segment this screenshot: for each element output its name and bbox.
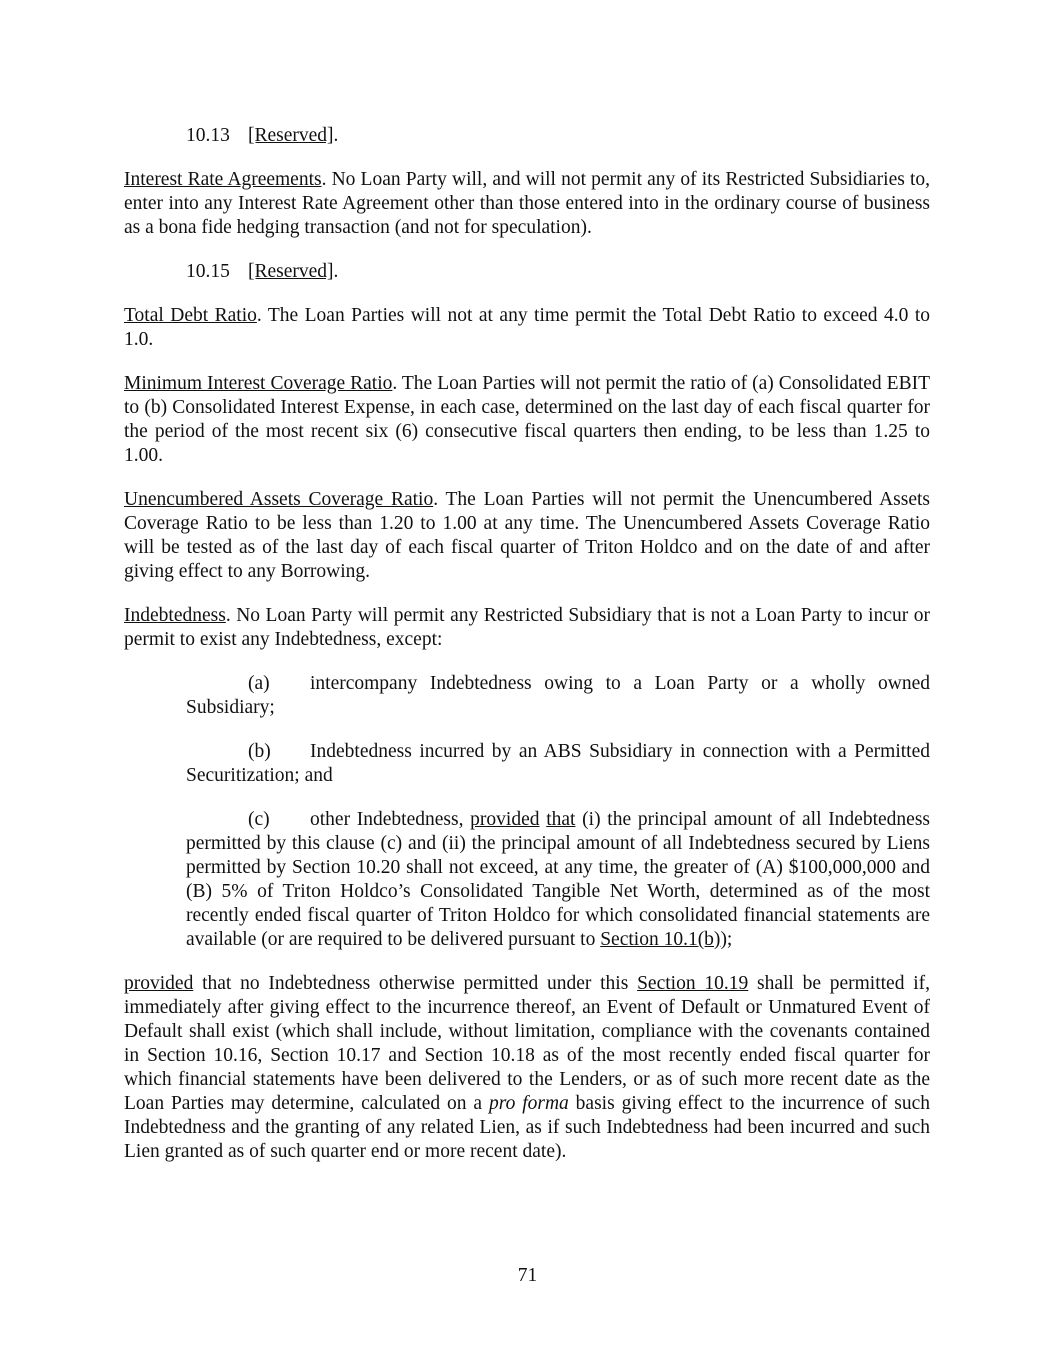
clause-label: (c) — [248, 809, 270, 830]
section-body: . No Loan Party will, and will not permit any of its Restricted Subsidiaries to, enter into any Interest Rate Agreement other than those entered into in the ordinary course of business as a bona fide hedging transaction (and not for speculation). — [124, 169, 930, 238]
section-number: 10.13 — [186, 125, 230, 146]
section-10-15: 10.15 [Reserved]. — [186, 261, 339, 282]
section-heading: Minimum Interest Coverage Ratio — [124, 373, 393, 394]
document-page — [124, 124, 930, 1184]
clause-text: intercompany Indebtedness owing to a Loan Party or a wholly owned Subsidiary; — [186, 673, 930, 718]
section-total-debt-ratio — [124, 304, 930, 352]
section-heading: Total Debt Ratio — [124, 305, 257, 326]
section-10-13: 10.13 [Reserved]. — [186, 125, 339, 146]
section-interest-rate-agreements — [124, 168, 930, 240]
provided-term: provided — [124, 973, 194, 994]
section-reference: Section 10.19 — [637, 973, 749, 994]
section-body: . No Loan Party will permit any Restricted Subsidiary that is not a Loan Party to incur or permit to exist any Indebtedness, except: — [124, 605, 930, 650]
section-title: [Reserved] — [248, 125, 334, 146]
section-body: . The Loan Parties will not permit the ratio of (a) Consolidated EBIT to (b) Consolidated Interest Expense, in each case, determined on the last day of each fiscal quarter for the period of the most recent six (6) consecutive fiscal quarters then ending, to be less than 1.25 to 1.00. — [124, 373, 930, 466]
section-unencumbered-assets-coverage-ratio — [124, 488, 930, 584]
section-body: . The Loan Parties will not at any time permit the Total Debt Ratio to exceed 4.0 to 1.0. — [124, 305, 930, 350]
section-title: [Reserved] — [248, 261, 334, 282]
section-heading: Unencumbered Assets Coverage Ratio — [124, 489, 434, 510]
section-number: 10.15 — [186, 261, 230, 282]
clause-label: (a) — [248, 673, 270, 694]
section-indebtedness — [124, 604, 930, 652]
section-heading: Interest Rate Agreements — [124, 169, 322, 190]
proviso-paragraph: provided that no Indebtedness otherwise permitted under this Section 10.19 shall be permitted if, immediately after giving effect to the incurrence thereof, an Event of Default or Unmatured Event of Default shall exist (which shall include, without limitation, compliance with the covenants contained in Section 10.16, Section 10.17 and Section 10.18 as of the most recently ended fiscal quarter for which financial statements have been delivered to the Lenders, or as of such more recent date as the Loan Parties may determine, calculated on a pro forma basis giving effect to the incurrence of such Indebtedness and the granting of any related Lien, as if such Indebtedness had been incurred and such Lien granted as of such quarter end or more recent date). — [124, 973, 931, 1162]
clause-a — [186, 672, 930, 720]
section-reference: Section 10.1(b) — [600, 929, 721, 950]
clause-b — [186, 740, 930, 788]
that-term: that — [546, 809, 576, 830]
clause-label: (b) — [248, 741, 271, 762]
section-minimum-interest-coverage-ratio — [124, 372, 930, 468]
clause-c: (c) other Indebtedness, provided that (i) the principal amount of all Indebtedness permitted by this clause (c) and (ii) the principal amount of all Indebtedness secured by Liens permitted by Section 10.20 shall not exceed, at any time, the greater of (A) $100,000,000 and (B) 5% of Triton Holdco’s Consolidated Tangible Net Worth, determined as of the most recently ended fiscal quarter of Triton Holdco for which consolidated financial statements are available (or are required to be delivered pursuant to Section 10.1(b)); — [186, 809, 930, 950]
section-heading: Indebtedness — [124, 605, 226, 626]
clause-text: Indebtedness incurred by an ABS Subsidiary in connection with a Permitted Securitization; and — [186, 741, 930, 786]
italic-term: pro forma — [488, 1093, 569, 1114]
page-number: 71 — [517, 1265, 538, 1286]
provided-term: provided — [470, 809, 540, 830]
section-body: . The Loan Parties will not permit the Unencumbered Assets Coverage Ratio to be less than 1.20 to 1.00 at any time. The Unencumbered Assets Coverage Ratio will be tested as of the last day of each fiscal quarter of Triton Holdco and on the date of and after giving effect to any Borrowing. — [124, 489, 931, 582]
